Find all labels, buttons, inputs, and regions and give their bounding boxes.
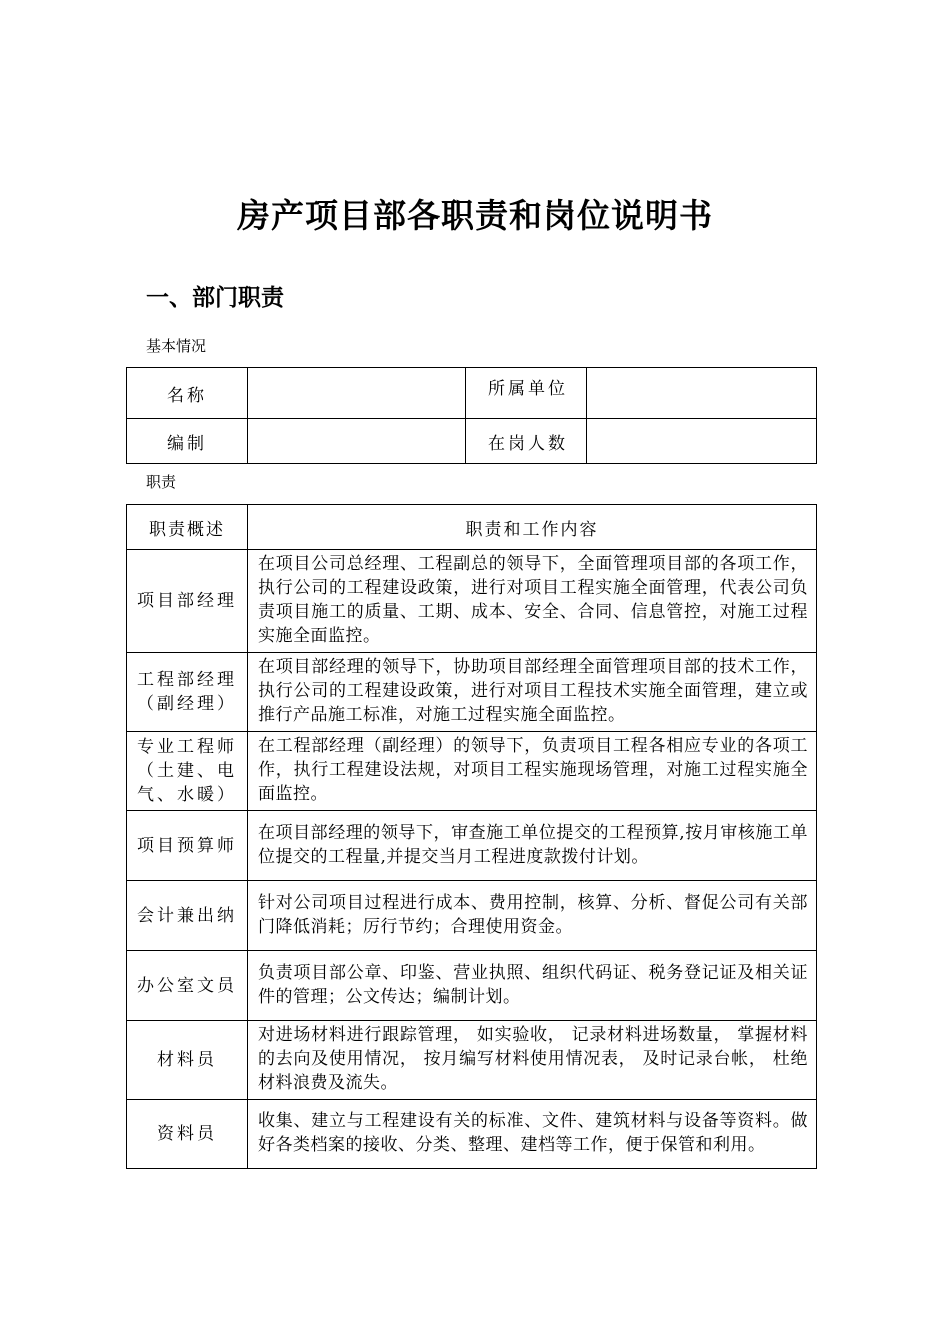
content-cell: 收集、建立与工程建设有关的标准、文件、建筑材料与设备等资料。做好各类档案的接收、分类、整理、建档等工作，便于保管和利用。: [248, 1100, 817, 1169]
table-row: [127, 881, 817, 951]
table-header-row: [127, 505, 817, 550]
role-cell: 项目预算师: [127, 811, 248, 881]
name-label: 名称: [127, 368, 248, 419]
content-cell: 在项目部经理的领导下，协助项目部经理全面管理项目部的技术工作，执行公司的工程建设政策，进行对项目工程技术实施全面管理，建立或推行产品施工标准，对施工过程实施全面监控。: [248, 653, 817, 732]
basic-info-table: [126, 367, 817, 464]
table-row: [127, 550, 817, 653]
content-cell: 在项目部经理的领导下，审查施工单位提交的工程预算,按月审核施工单位提交的工程量,并提交当月工程进度款拨付计划。: [248, 811, 817, 881]
content-cell: 针对公司项目过程进行成本、费用控制，核算、分析、督促公司有关部门降低消耗；厉行节约；合理使用资金。: [248, 881, 817, 951]
header-content: 职责和工作内容: [248, 505, 817, 550]
table-row: [127, 368, 817, 419]
section-heading: 一、部门职责: [146, 284, 284, 311]
role-cell: 办公室文员: [127, 951, 248, 1021]
table-row: [127, 1021, 817, 1100]
staffing-value: [248, 419, 466, 464]
document-title: 房产项目部各职责和岗位说明书: [237, 196, 713, 235]
header-role: 职责概述: [127, 505, 248, 550]
content-cell: 在工程部经理（副经理）的领导下，负责项目工程各相应专业的各项工作，执行工程建设法规，对项目工程实施现场管理，对施工过程实施全面监控。: [248, 732, 817, 811]
table-row: [127, 1100, 817, 1169]
unit-value: [587, 368, 817, 419]
table-row: [127, 653, 817, 732]
role-cell: 工程部经理（副经理）: [127, 653, 248, 732]
content-cell: 对进场材料进行跟踪管理， 如实验收， 记录材料进场数量， 掌握材料的去向及使用情况， 按月编写材料使用情况表， 及时记录台帐， 杜绝材料浪费及流失。: [248, 1021, 817, 1100]
role-cell: 资料员: [127, 1100, 248, 1169]
content-cell: 负责项目部公章、印鉴、营业执照、组织代码证、税务登记证及相关证件的管理；公文传达；编制计划。: [248, 951, 817, 1021]
staffing-label: 编制: [127, 419, 248, 464]
role-cell: 专业工程师（土建、电气、水暖）: [127, 732, 248, 811]
role-cell: 项目部经理: [127, 550, 248, 653]
role-cell: 会计兼出纳: [127, 881, 248, 951]
duties-label: 职责: [146, 473, 177, 491]
table-row: [127, 951, 817, 1021]
role-cell: 材料员: [127, 1021, 248, 1100]
content-cell: 在项目公司总经理、工程副总的领导下，全面管理项目部的各项工作，执行公司的工程建设政策，进行对项目工程实施全面管理，代表公司负责项目施工的质量、工期、成本、安全、合同、信息管控，对施工过程实施全面监控。: [248, 550, 817, 653]
name-value: [248, 368, 466, 419]
table-row: [127, 811, 817, 881]
unit-label: 所属单位: [466, 368, 587, 419]
table-row: [127, 419, 817, 464]
duties-table: [126, 504, 817, 1169]
headcount-value: [587, 419, 817, 464]
headcount-label: 在岗人数: [466, 419, 587, 464]
basic-info-label: 基本情况: [146, 337, 207, 355]
table-row: [127, 732, 817, 811]
